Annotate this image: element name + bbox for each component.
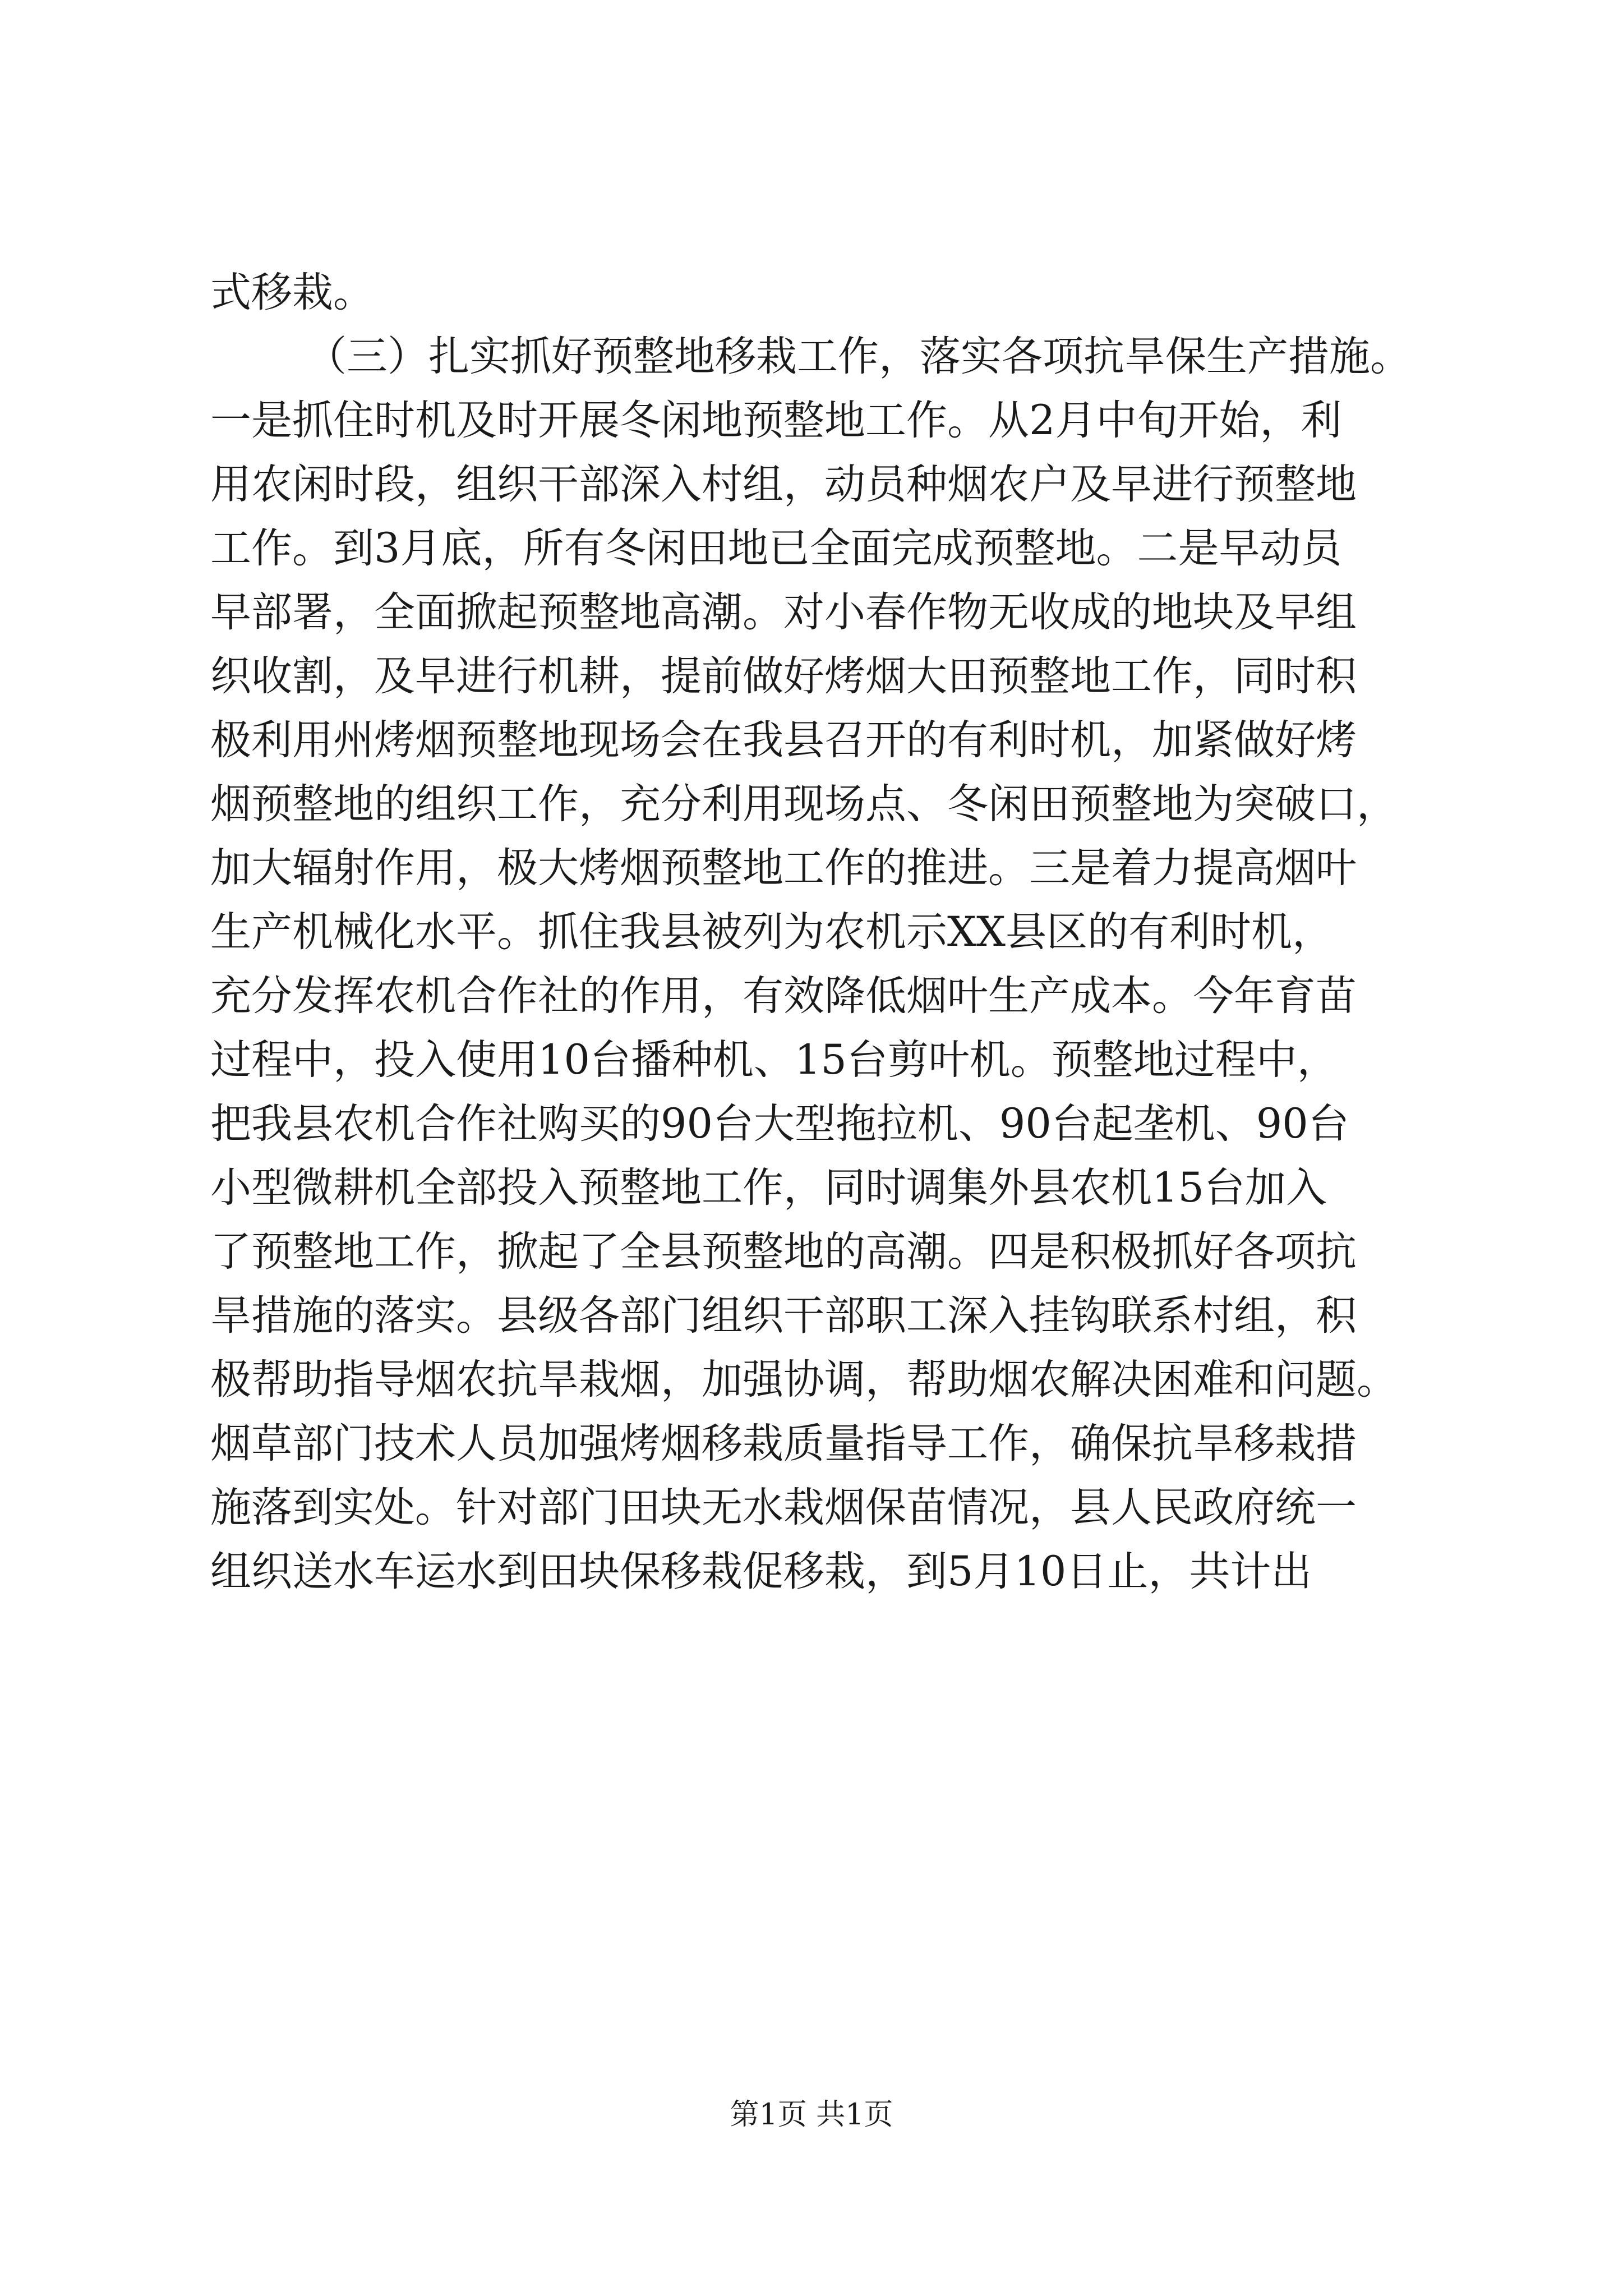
text-line: 充分发挥农机合作社的作用，有效降低烟叶生产成本。今年育苗 — [210, 972, 1357, 1020]
body-text — [210, 261, 1422, 1604]
text-line: 一是抓住时机及时开展冬闲地预整地工作。从2月中旬开始，利 — [210, 397, 1342, 444]
text-line: 烟草部门技术人员加强烤烟移栽质量指导工作，确保抗旱移栽措 — [210, 1420, 1357, 1467]
text-line: 极帮助指导烟农抗旱栽烟，加强协调，帮助烟农解决困难和问题。 — [210, 1356, 1398, 1404]
text-line: 极利用州烤烟预整地现场会在我县召开的有利时机，加紧做好烤 — [210, 716, 1357, 764]
text-line: 用农闲时段，组织干部深入村组，动员种烟农户及早进行预整地 — [210, 461, 1357, 508]
page-footer: 第1页 共1页 — [730, 2098, 893, 2132]
text-line: 旱措施的落实。县级各部门组织干部职工深入挂钩联系村组，积 — [210, 1292, 1357, 1340]
text-line: 过程中，投入使用10台播种机、15台剪叶机。预整地过程中， — [210, 1036, 1338, 1084]
text-line: 施落到实处。针对部门田块无水栽烟保苗情况，县人民政府统一 — [210, 1484, 1357, 1531]
text-line: 式移栽。 — [210, 269, 374, 316]
text-line: 生产机械化水平。抓住我县被列为农机示XX县区的有利时机， — [210, 908, 1333, 956]
text-line: 烟预整地的组织工作，充分利用现场点、冬闲田预整地为突破口， — [210, 780, 1398, 828]
text-line: 早部署，全面掀起预整地高潮。对小春作物无收成的地块及早组 — [210, 588, 1357, 636]
text-line: 组织送水车运水到田块保移栽促移栽，到5月10日止，共计出 — [210, 1548, 1312, 1595]
text-line: 把我县农机合作社购买的90台大型拖拉机、90台起垄机、90台 — [210, 1100, 1349, 1148]
text-line: 小型微耕机全部投入预整地工作，同时调集外县农机15台加入 — [210, 1164, 1327, 1212]
text-line: （三）扎实抓好预整地移栽工作，落实各项抗旱保生产措施。 — [306, 333, 1411, 380]
text-line: 加大辐射作用，极大烤烟预整地工作的推进。三是着力提高烟叶 — [210, 844, 1357, 892]
text-line: 织收割，及早进行机耕，提前做好烤烟大田预整地工作，同时积 — [210, 652, 1357, 700]
text-line: 工作。到3月底，所有冬闲田地已全面完成预整地。二是早动员 — [210, 524, 1342, 572]
text-line: 了预整地工作，掀起了全县预整地的高潮。四是积极抓好各项抗 — [210, 1228, 1357, 1276]
